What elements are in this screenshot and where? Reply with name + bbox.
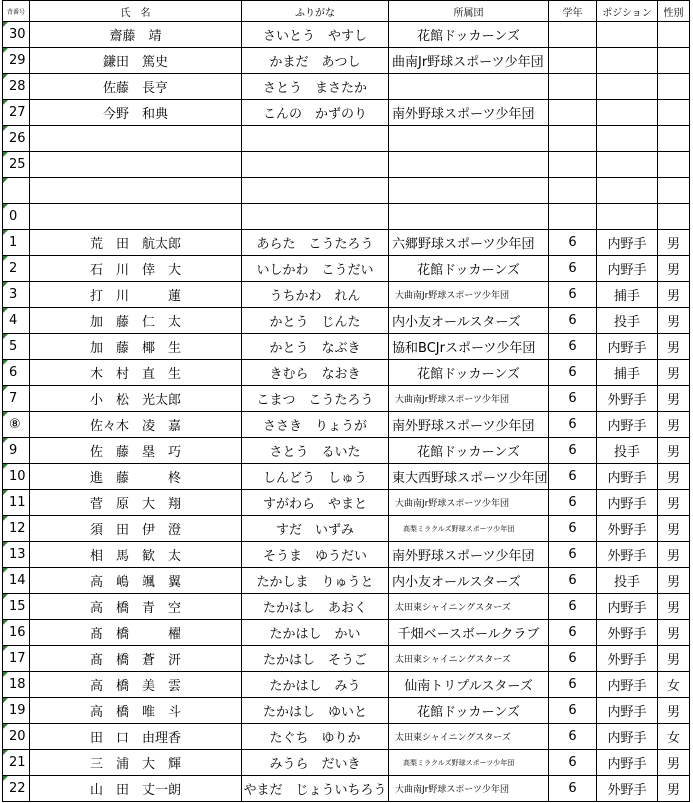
name-cell[interactable]: 高 橋 唯 斗 [30, 698, 242, 724]
kana-cell[interactable]: こんの かずのり [242, 100, 389, 126]
grade-cell[interactable] [549, 178, 597, 204]
grade-cell[interactable]: 6 [549, 724, 597, 750]
position-cell[interactable]: 内野手 [597, 334, 658, 360]
table-row [3, 698, 690, 724]
grade-cell[interactable]: 6 [549, 776, 597, 802]
sex-cell[interactable]: 男 [658, 464, 690, 490]
team-cell[interactable]: 南外野球スポーツ少年団 [389, 100, 549, 126]
sex-cell[interactable]: 男 [658, 412, 690, 438]
table-row [3, 646, 690, 672]
kana-cell[interactable]: みうら だいき [242, 750, 389, 776]
sex-cell[interactable]: 男 [658, 282, 690, 308]
sex-cell[interactable]: 男 [658, 776, 690, 802]
name-cell[interactable]: 相 馬 歓 太 [30, 542, 242, 568]
name-cell[interactable]: 田 口 由理香 [30, 724, 242, 750]
kana-cell[interactable]: たかはし みう [242, 672, 389, 698]
table-row [3, 48, 690, 74]
position-cell[interactable] [597, 48, 658, 74]
table-row [3, 334, 690, 360]
kana-cell[interactable]: あらた こうたろう [242, 230, 389, 256]
sex-cell[interactable] [658, 22, 690, 48]
number-cell[interactable]: 19 [3, 698, 30, 724]
position-cell[interactable] [597, 204, 658, 230]
kana-cell[interactable]: さとう まさたか [242, 74, 389, 100]
number-cell[interactable]: 17 [3, 646, 30, 672]
table-row [3, 204, 690, 230]
table-row [3, 412, 690, 438]
sex-cell[interactable]: 男 [658, 516, 690, 542]
number-cell[interactable]: 27 [3, 100, 30, 126]
kana-cell[interactable]: かとう なぶき [242, 334, 389, 360]
kana-cell[interactable]: かまだ あつし [242, 48, 389, 74]
grade-cell[interactable]: 6 [549, 594, 597, 620]
team-cell[interactable]: 仙南トリプルスターズ [389, 672, 549, 698]
position-cell[interactable] [597, 74, 658, 100]
name-cell[interactable] [30, 152, 242, 178]
sex-cell[interactable]: 女 [658, 724, 690, 750]
sex-cell[interactable]: 男 [658, 750, 690, 776]
name-cell[interactable]: 髙 橋 蒼 汧 [30, 646, 242, 672]
grade-cell[interactable]: 6 [549, 750, 597, 776]
sex-cell[interactable]: 男 [658, 438, 690, 464]
table-row [3, 438, 690, 464]
sex-cell[interactable]: 男 [658, 360, 690, 386]
team-cell[interactable]: 高梨ミラクルズ野球スポーツ少年団 [389, 516, 549, 542]
kana-cell[interactable]: やまだ じょういちろう [242, 776, 389, 802]
sex-cell[interactable]: 男 [658, 490, 690, 516]
grade-cell[interactable]: 6 [549, 672, 597, 698]
grade-cell[interactable]: 6 [549, 646, 597, 672]
kana-cell[interactable] [242, 152, 389, 178]
grade-cell[interactable] [549, 204, 597, 230]
name-cell[interactable]: 進 藤 柊 [30, 464, 242, 490]
name-cell[interactable]: 小 松 光太郎 [30, 386, 242, 412]
name-cell[interactable]: 佐 藤 塁 巧 [30, 438, 242, 464]
table-row [3, 776, 690, 802]
kana-cell[interactable]: さいとう やすし [242, 22, 389, 48]
sex-cell[interactable] [658, 126, 690, 152]
position-cell[interactable]: 内野手 [597, 230, 658, 256]
number-cell[interactable]: 0 [3, 204, 30, 230]
table-row [3, 256, 690, 282]
sex-cell[interactable]: 男 [658, 594, 690, 620]
position-cell[interactable]: 外野手 [597, 516, 658, 542]
team-cell[interactable]: 太田東シャイニングスターズ [389, 724, 549, 750]
sex-cell[interactable]: 男 [658, 334, 690, 360]
table-row [3, 490, 690, 516]
team-cell[interactable]: 花館ドッカーンズ [389, 256, 549, 282]
table-row [3, 100, 690, 126]
table-row [3, 386, 690, 412]
name-cell[interactable]: 加 藤 椰 生 [30, 334, 242, 360]
kana-cell[interactable]: かとう じんた [242, 308, 389, 334]
grade-cell[interactable]: 6 [549, 516, 597, 542]
table-row [3, 724, 690, 750]
team-cell[interactable]: 協和BCJrスポーツ少年団 [389, 334, 549, 360]
position-cell[interactable]: 内野手 [597, 256, 658, 282]
name-cell[interactable]: 三 浦 大 輝 [30, 750, 242, 776]
sex-cell[interactable]: 男 [658, 698, 690, 724]
kana-cell[interactable]: たかしま りゅうと [242, 568, 389, 594]
position-cell[interactable]: 投手 [597, 438, 658, 464]
name-cell[interactable]: 高 嶋 颯 翼 [30, 568, 242, 594]
position-cell[interactable] [597, 152, 658, 178]
name-cell[interactable]: 佐々木 凌 嘉 [30, 412, 242, 438]
position-cell[interactable]: 外野手 [597, 542, 658, 568]
kana-cell[interactable]: ささき りょうが [242, 412, 389, 438]
team-cell[interactable]: 内小友オールスターズ [389, 568, 549, 594]
team-cell[interactable]: 高梨ミラクルズ野球スポーツ少年団 [389, 750, 549, 776]
name-cell[interactable]: 山 田 丈一朗 [30, 776, 242, 802]
grade-cell[interactable]: 6 [549, 308, 597, 334]
kana-cell[interactable]: たかはし かい [242, 620, 389, 646]
kana-cell[interactable] [242, 204, 389, 230]
sex-cell[interactable] [658, 204, 690, 230]
grade-cell[interactable]: 6 [549, 568, 597, 594]
sex-cell[interactable]: 男 [658, 256, 690, 282]
number-cell[interactable]: 22 [3, 776, 30, 802]
header-name[interactable]: 氏 名 [30, 1, 242, 22]
header-kana[interactable]: ふりがな [242, 1, 389, 22]
table-row [3, 750, 690, 776]
kana-cell[interactable]: きむら なおき [242, 360, 389, 386]
number-cell[interactable]: 2 [3, 256, 30, 282]
kana-cell[interactable]: すだ いずみ [242, 516, 389, 542]
sex-cell[interactable]: 男 [658, 620, 690, 646]
header-row [3, 1, 690, 22]
name-cell[interactable]: 高 橋 青 空 [30, 594, 242, 620]
position-cell[interactable]: 内野手 [597, 490, 658, 516]
number-cell[interactable]: 4 [3, 308, 30, 334]
name-cell[interactable]: 今野 和典 [30, 100, 242, 126]
position-cell[interactable]: 内野手 [597, 594, 658, 620]
name-cell[interactable]: 佐藤 長亨 [30, 74, 242, 100]
position-cell[interactable] [597, 100, 658, 126]
team-cell[interactable]: 内小友オールスターズ [389, 308, 549, 334]
grade-cell[interactable] [549, 74, 597, 100]
name-cell[interactable]: 鎌田 篤史 [30, 48, 242, 74]
position-cell[interactable]: 捕手 [597, 282, 658, 308]
kana-cell[interactable]: たかはし あおく [242, 594, 389, 620]
number-cell[interactable]: 15 [3, 594, 30, 620]
table-row [3, 308, 690, 334]
grade-cell[interactable] [549, 126, 597, 152]
grade-cell[interactable]: 6 [549, 698, 597, 724]
team-cell[interactable] [389, 74, 549, 100]
number-cell[interactable]: 1 [3, 230, 30, 256]
table-row [3, 22, 690, 48]
sex-cell[interactable] [658, 48, 690, 74]
sex-cell[interactable]: 男 [658, 308, 690, 334]
name-cell[interactable]: 髙 橋 櫂 [30, 620, 242, 646]
table-row [3, 568, 690, 594]
name-cell[interactable]: 荒 田 航太郎 [30, 230, 242, 256]
name-cell[interactable]: 打 川 蓮 [30, 282, 242, 308]
number-cell[interactable]: 16 [3, 620, 30, 646]
number-cell[interactable]: 28 [3, 74, 30, 100]
kana-cell[interactable]: たかはし ゆいと [242, 698, 389, 724]
table-row [3, 282, 690, 308]
kana-cell[interactable]: すがわら やまと [242, 490, 389, 516]
position-cell[interactable]: 内野手 [597, 672, 658, 698]
kana-cell[interactable]: たぐち ゆりか [242, 724, 389, 750]
kana-cell[interactable]: こまつ こうたろう [242, 386, 389, 412]
position-cell[interactable] [597, 126, 658, 152]
table-row [3, 178, 690, 204]
grade-cell[interactable]: 6 [549, 490, 597, 516]
table-row [3, 516, 690, 542]
name-cell[interactable]: 齋藤 靖 [30, 22, 242, 48]
header-number[interactable]: 背番号 [3, 1, 30, 22]
grade-cell[interactable]: 6 [549, 282, 597, 308]
name-cell[interactable] [30, 126, 242, 152]
team-cell[interactable]: 太田東シャイニングスターズ [389, 594, 549, 620]
position-cell[interactable]: 内野手 [597, 464, 658, 490]
position-cell[interactable]: 捕手 [597, 360, 658, 386]
number-cell[interactable]: 10 [3, 464, 30, 490]
grade-cell[interactable] [549, 22, 597, 48]
header-grade[interactable]: 学年 [549, 1, 597, 22]
grade-cell[interactable]: 6 [549, 256, 597, 282]
team-cell[interactable] [389, 204, 549, 230]
sex-cell[interactable] [658, 74, 690, 100]
team-cell[interactable]: 大曲南Jr野球スポーツ少年団 [389, 386, 549, 412]
table-row [3, 360, 690, 386]
name-cell[interactable]: 木 村 直 生 [30, 360, 242, 386]
grade-cell[interactable]: 6 [549, 412, 597, 438]
table-row [3, 620, 690, 646]
grade-cell[interactable]: 6 [549, 360, 597, 386]
table-row [3, 230, 690, 256]
grade-cell[interactable]: 6 [549, 620, 597, 646]
roster-table [2, 0, 690, 802]
team-cell[interactable]: 太田東シャイニングスターズ [389, 646, 549, 672]
table-row [3, 126, 690, 152]
number-cell[interactable]: 18 [3, 672, 30, 698]
name-cell[interactable] [30, 178, 242, 204]
number-cell[interactable]: 13 [3, 542, 30, 568]
sex-cell[interactable] [658, 100, 690, 126]
position-cell[interactable]: 投手 [597, 568, 658, 594]
header-sex[interactable]: 性別 [658, 1, 690, 22]
position-cell[interactable] [597, 22, 658, 48]
header-team[interactable]: 所属団 [389, 1, 549, 22]
grade-cell[interactable] [549, 152, 597, 178]
position-cell[interactable]: 外野手 [597, 776, 658, 802]
name-cell[interactable]: 高 橋 美 雲 [30, 672, 242, 698]
number-cell[interactable]: 30 [3, 22, 30, 48]
team-cell[interactable]: 大曲南Jr野球スポーツ少年団 [389, 282, 549, 308]
position-cell[interactable]: 内野手 [597, 750, 658, 776]
position-cell[interactable]: 外野手 [597, 620, 658, 646]
number-cell[interactable]: 26 [3, 126, 30, 152]
grade-cell[interactable]: 6 [549, 542, 597, 568]
team-cell[interactable]: 花館ドッカーンズ [389, 438, 549, 464]
name-cell[interactable] [30, 204, 242, 230]
team-cell[interactable]: 六郷野球スポーツ少年団 [389, 230, 549, 256]
sex-cell[interactable]: 男 [658, 230, 690, 256]
number-cell[interactable]: 25 [3, 152, 30, 178]
table-row [3, 594, 690, 620]
sex-cell[interactable]: 男 [658, 646, 690, 672]
number-cell[interactable]: ⑧ [3, 412, 30, 438]
team-cell[interactable] [389, 178, 549, 204]
number-cell[interactable]: 21 [3, 750, 30, 776]
team-cell[interactable]: 曲南Jr野球スポーツ少年団 [389, 48, 549, 74]
number-cell[interactable]: 7 [3, 386, 30, 412]
position-cell[interactable] [597, 178, 658, 204]
number-cell[interactable] [3, 178, 30, 204]
kana-cell[interactable]: そうま ゆうだい [242, 542, 389, 568]
number-cell[interactable]: 3 [3, 282, 30, 308]
name-cell[interactable]: 加 藤 仁 太 [30, 308, 242, 334]
header-position[interactable]: ポジション [597, 1, 658, 22]
team-cell[interactable] [389, 126, 549, 152]
kana-cell[interactable] [242, 126, 389, 152]
sex-cell[interactable]: 女 [658, 672, 690, 698]
team-cell[interactable]: 大曲南Jr野球スポーツ少年団 [389, 776, 549, 802]
number-cell[interactable]: 20 [3, 724, 30, 750]
table-row [3, 464, 690, 490]
sex-cell[interactable]: 男 [658, 542, 690, 568]
name-cell[interactable]: 石 川 倖 大 [30, 256, 242, 282]
table-row [3, 152, 690, 178]
position-cell[interactable]: 外野手 [597, 646, 658, 672]
number-cell[interactable]: 6 [3, 360, 30, 386]
number-cell[interactable]: 12 [3, 516, 30, 542]
sex-cell[interactable] [658, 152, 690, 178]
team-cell[interactable]: 東大西野球スポーツ少年団 [389, 464, 549, 490]
grade-cell[interactable] [549, 100, 597, 126]
team-cell[interactable]: 南外野球スポーツ少年団 [389, 542, 549, 568]
name-cell[interactable]: 須 田 伊 澄 [30, 516, 242, 542]
position-cell[interactable]: 内野手 [597, 698, 658, 724]
team-cell[interactable]: 南外野球スポーツ少年団 [389, 412, 549, 438]
grade-cell[interactable] [549, 48, 597, 74]
kana-cell[interactable]: しんどう しゅう [242, 464, 389, 490]
grade-cell[interactable]: 6 [549, 334, 597, 360]
position-cell[interactable]: 内野手 [597, 412, 658, 438]
sex-cell[interactable] [658, 178, 690, 204]
kana-cell[interactable] [242, 178, 389, 204]
grade-cell[interactable]: 6 [549, 230, 597, 256]
kana-cell[interactable]: たかはし そうご [242, 646, 389, 672]
table-row [3, 542, 690, 568]
sex-cell[interactable]: 男 [658, 568, 690, 594]
number-cell[interactable]: 11 [3, 490, 30, 516]
kana-cell[interactable]: いしかわ こうだい [242, 256, 389, 282]
number-cell[interactable]: 29 [3, 48, 30, 74]
position-cell[interactable]: 投手 [597, 308, 658, 334]
position-cell[interactable]: 外野手 [597, 386, 658, 412]
team-cell[interactable]: 大曲南Jr野球スポーツ少年団 [389, 490, 549, 516]
name-cell[interactable]: 菅 原 大 翔 [30, 490, 242, 516]
team-cell[interactable]: 花館ドッカーンズ [389, 22, 549, 48]
grade-cell[interactable]: 6 [549, 438, 597, 464]
team-cell[interactable]: 千畑ベースボールクラブ [389, 620, 549, 646]
number-cell[interactable]: 14 [3, 568, 30, 594]
team-cell[interactable] [389, 152, 549, 178]
sex-cell[interactable]: 男 [658, 386, 690, 412]
position-cell[interactable]: 内野手 [597, 724, 658, 750]
grade-cell[interactable]: 6 [549, 386, 597, 412]
table-row [3, 672, 690, 698]
team-cell[interactable]: 花館ドッカーンズ [389, 360, 549, 386]
kana-cell[interactable]: さとう るいた [242, 438, 389, 464]
team-cell[interactable]: 花館ドッカーンズ [389, 698, 549, 724]
kana-cell[interactable]: うちかわ れん [242, 282, 389, 308]
number-cell[interactable]: 5 [3, 334, 30, 360]
grade-cell[interactable]: 6 [549, 464, 597, 490]
number-cell[interactable]: 9 [3, 438, 30, 464]
table-row [3, 74, 690, 100]
